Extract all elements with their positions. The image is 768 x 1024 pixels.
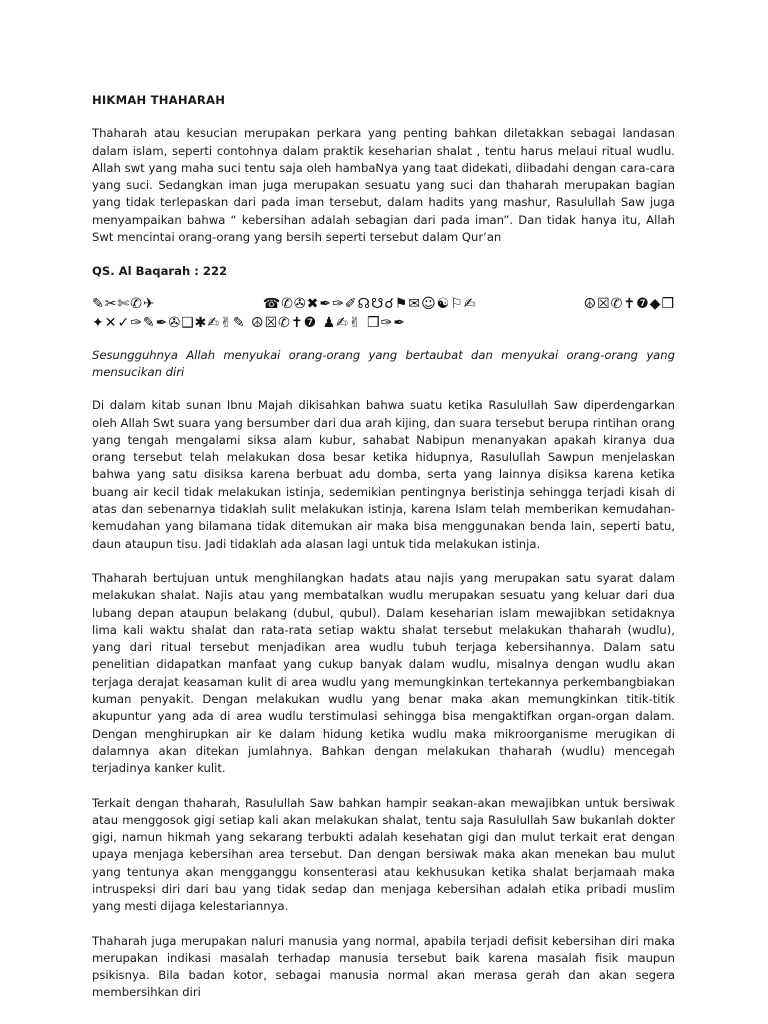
arabic-segment: ☎✆✇✖✒✑✐☊☋☌⚑✉☺☯⚐✍ [262,295,477,312]
document-page [92,92,675,1019]
document-title: HIKMAH THAHARAH [92,93,226,107]
paragraph-wudlu: Thaharah bertujuan untuk menghilangkan hadats atau najis yang merupakan satu syarat dalam melakukan shalat. Najis atau yang membatalkan wudlu merupakan sesuatu yang keluar dari dua lubang depan ataupun belakang (dubul, qubul). Dalam keseharian islam mewajibkan setidaknya lima kali waktu shalat dan rata-rata setiap waktu shalat tersebut melakukan thaharah (wudlu), yang dari ritual tersebut menjadikan area wudlu tubuh terjaga kebersihannya. Dalam satu penelitian didapatkan manfaat yang cukup banyak dalam wudlu, misalnya dengan wudlu akan terjaga derajat keasaman kulit di area wudlu yang memungkinkan tertekannya perkembangbiakan kuman penyakit. Dengan melakukan wudlu yang benar maka akan memungkinkan titik-titik akupuntur yang ada di area wudlu terstimulasi sehingga bisa mengaktifkan organ-organ dalam. Dengan menghirupkan air ke dalam hidung ketika wudlu maka mikroorganisme merugikan di dalamnya akan ditekan jumlahnya. Bahkan dengan melakukan thaharah (wudlu) mencegah terjadinya kanker kulit. [92,570,675,776]
arabic-verse-line-1 [92,295,675,314]
paragraph-istinja: Di dalam kitab sunan Ibnu Majah dikisahkan bahwa suatu ketika Rasulullah Saw diperdengarkan oleh Allah Swt suara yang bersumber dari dua arah kijing, dan suara tersebut berupa rintihan orang yang tengah mengalami siksa alam kubur, sahabat Nabipun menanyakan apakah kiranya dua orang tersebut telah melakukan dosa besar ketika hidupnya, Rasulullah Sawpun menjelaskan bahwa yang satu disiksa karena berbuat adu domba, serta yang lainnya disiksa karena ketika buang air kecil tidak melakukan istinja, sedemikian pentingnya beristinja sehingga terjadi kisah di atas dan sebenarnya tidaklah sulit melakukan istinja, karena Islam telah memberikan kemudahan-kemudahan yang bilamana tidak ditemukan air maka bisa menggunakan benda lain, seperti batu, daun ataupun tisu. Jadi tidaklah ada alasan lagi untuk tida melakukan istinja. [92,398,675,551]
arabic-segment: ✎✂✄✆✈ [92,295,156,312]
paragraph-siwak: Terkait dengan thaharah, Rasulullah Saw bahkan hampir seakan-akan mewajibkan untuk bersiwak atau menggosok gigi setiap kali akan melakukan shalat, tentu saja Rasulullah Saw bukanlah dokter gigi, namun hikmah yang sekarang terbukti adalah kesehatan gigi dan mulut terkait erat dengan upaya menjaga kebersihan area tersebut. Dan dengan bersiwak maka akan menekan bau mulut yang tentunya akan mengganggu konsenterasi atau kekhusukan ketika shalat berjamaah maka intruspeksi diri dari bau yang tidak sedap dan menjaga kebersihan adalah etika pribadi muslim yang mesti dijaga kelestariannya. [92,795,675,914]
arabic-segment: ✦✕✓✑✎✒✇❑✱✍✌✎ ☮☒✆✝❼ ♟✍✌ ❒✑✒ [92,314,407,331]
verse-reference: QS. Al Baqarah : 222 [92,264,228,279]
paragraph-naluri: Thaharah juga merupakan naluri manusia yang normal, apabila terjadi defisit kebersihan diri maka merupakan indikasi masalah terhadap manusia tersebut baik karena masalah fisik maupun psikisnya. Bila badan kotor, sebagai manusia normal akan merasa gerah dan akan segera membersihkan diri [92,933,675,1000]
arabic-verse [92,295,675,333]
verse-translation: Sesungguhnya Allah menyukai orang-orang yang bertaubat dan menyukai orang-orang yang mensucikan diri [92,347,675,379]
intro-paragraph: Thaharah atau kesucian merupakan perkara yang penting bahkan diletakkan sebagai landasan dalam islam, seperti contohnya dalam praktik keseharian shalat , tentu harus melaui ritual wudlu. Allah swt yang maha suci tentu saja oleh hambaNya yang taat didekati, diibadahi dengan cara-cara yang suci. Sedangkan iman juga merupakan sesuatu yang suci dan thaharah merupakan bagian yang tidak terlepaskan dari pada iman tersebut, dalam hadits yang mashur, Rasulullah Saw juga menyampaikan bahwa “ kebersihan adalah sebagian dari pada iman”. Dan tidak hanya itu, Allah Swt mencintai orang-orang yang bersih seperti tersebut dalam Qur’an [92,126,675,245]
arabic-verse-line-2 [92,314,675,333]
arabic-segment: ☮☒✆✝❼◆❒ [583,295,675,312]
